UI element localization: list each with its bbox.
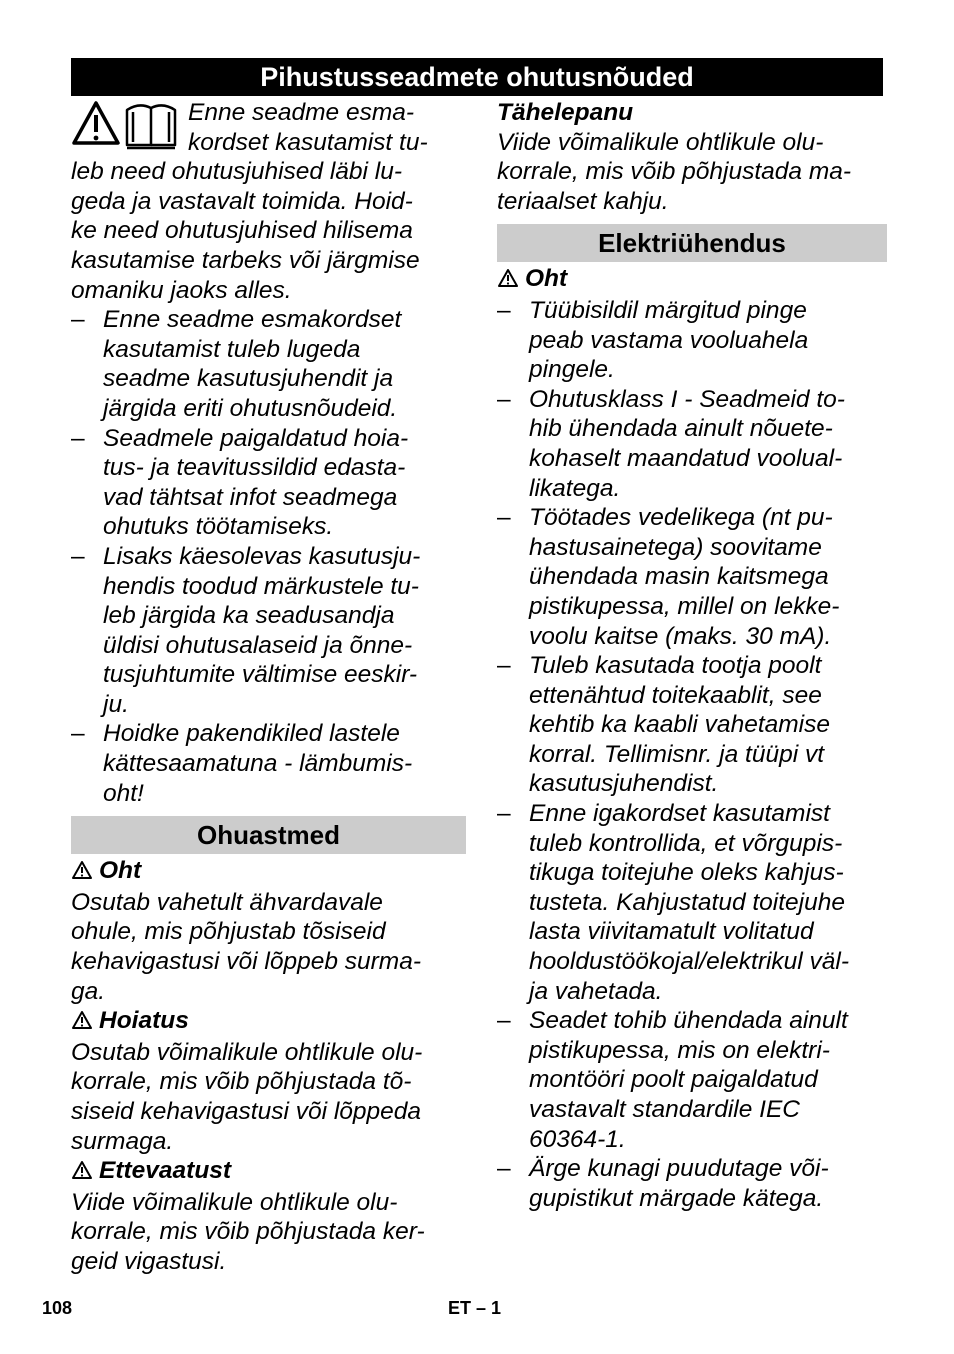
list-item: – Tüübisildil märgitud pinge peab vastama vooluahela pingele. [497, 296, 887, 385]
level-text-line: geid vigastusi. [71, 1247, 227, 1275]
level-label: Oht [71, 856, 466, 888]
page-title: Pihustusseadmete ohutusnõuded [71, 58, 883, 96]
list-item-line: Seadmele paigaldatud hoia- [103, 424, 409, 452]
list-item-line: lasta viivitamatult volitatud [529, 918, 814, 946]
list-item-line: pistikupessa, millel on lekke- [529, 592, 840, 620]
left-column [71, 98, 466, 1277]
lang-code: ET [448, 1298, 472, 1318]
level-text-line: Osutab võimalikule ohtlikule olu- [71, 1038, 423, 1066]
list-item-line: tus- ja teavitussildid edasta- [103, 454, 406, 482]
warning-icon [71, 1008, 93, 1038]
list-item: – Hoidke pakendikiled lastele kättesaamatuna - lämbumis- oht! [71, 719, 466, 808]
level-text-line: korrale, mis võib põhjustada tõ- [71, 1068, 412, 1096]
list-item-line: voolu kaitse (maks. 30 mA). [529, 622, 832, 650]
section-heading-elektriuhendus: Elektriühendus [497, 224, 887, 262]
level-text-line: Viide võimalikule ohtlikule olu- [71, 1188, 398, 1216]
list-item-line: oht! [103, 779, 144, 807]
list-item-line: Ärge kunagi puudutage või- [529, 1155, 829, 1183]
list-item-line: Hoidke pakendikiled lastele [103, 720, 400, 748]
note-line: korrale, mis võib põhjustada ma- [497, 158, 852, 186]
section-heading-ohuastmed: Ohuastmed [71, 816, 466, 854]
list-item-line: gupistikut märgade kätega. [529, 1184, 824, 1212]
level-text-line: siseid kehavigastusi või lõppeda [71, 1098, 422, 1125]
list-item-line: ju. [103, 690, 129, 718]
list-item-line: järgida eriti ohutusnõudeid. [103, 394, 398, 422]
right-column [497, 98, 887, 1213]
list-item-line: ettenähtud toitekaablit, see [529, 681, 822, 709]
warning-icon [497, 266, 519, 296]
list-item: – Enne igakordset kasutamist tuleb kontrollida, et võrgupis- tikuga toitejuhe oleks kahjus- tusteta. Kahjustatud toitejuhe lasta viivitamatult volitatud hooldustöökojal/elektrikul väl- ja vahetada. [497, 799, 887, 1006]
list-item: – Töötades vedelikega (nt pu- hastusainetega) soovitame ühendada masin kaitsmega pistikupessa, millel on lekke- voolu kaitse (maks. 30 mA). [497, 503, 887, 651]
level-label: Ettevaatust [71, 1156, 466, 1188]
manual-book-icon [127, 105, 175, 148]
list-item-line: 60364-1. [529, 1125, 626, 1153]
list-item-line: Tüübisildil märgitud pinge [529, 296, 807, 324]
list-item: – Enne seadme esmakordset kasutamist tuleb lugeda seadme kasutusjuhendit ja järgida eriti ohutusnõudeid. [71, 305, 466, 423]
list-item-line: montööri poolt paigaldatud [529, 1066, 818, 1094]
level-text-line: Osutab vahetult ähvardavale [71, 888, 383, 916]
note-line: teriaalset kahju. [497, 187, 669, 215]
list-item-line: tuleb kontrollida, et võrgupis- [529, 829, 843, 857]
list-item-line: Seadet tohib ühendada ainult [529, 1007, 848, 1035]
warning-icon [71, 1158, 93, 1188]
list-item-line: hib ühendada ainult nõuete- [529, 415, 833, 443]
list-item-line: pistikupessa, mis on elektri- [529, 1036, 830, 1064]
list-item: – Ohutusklass I - Seadmeid to- hib ühendada ainult nõuete- kohaselt maandatud voolual- likatega. [497, 385, 887, 503]
list-item-line: likatega. [529, 474, 621, 502]
warning-triangle-icon [74, 103, 118, 143]
list-item-line: hastusainetega) soovitame [529, 533, 822, 561]
list-item-line: Enne seadme esmakordset [103, 306, 402, 334]
level-text-line: korrale, mis võib põhjustada ker- [71, 1218, 425, 1246]
note-line: Viide võimalikule ohtlikule olu- [497, 128, 824, 156]
list-item-line: korral. Tellimisnr. ja tüüpi vt [529, 740, 825, 768]
footer-language [448, 1298, 501, 1319]
intro-line: Enne seadme esma- [188, 99, 415, 126]
list-item-line: vastavalt standardile IEC [529, 1096, 800, 1123]
list-item-line: ja vahetada. [529, 977, 663, 1005]
list-item-line: tusjuhtumite vältimise eeskir- [103, 661, 418, 689]
intro-line: kordset kasutamist tu- [188, 128, 428, 156]
list-item-line: ühendada masin kaitsmega [529, 563, 829, 591]
level-text-line: ga. [71, 977, 106, 1005]
list-item-line: Tuleb kasutada tootja poolt [529, 652, 822, 680]
list-item: – Lisaks käesolevas kasutusju- hendis toodud märkustele tu- leb järgida ka seadusandja üldisi ohutusalaseid ja õnne- tusjuhtumite vältimise eeskir- ju. [71, 542, 466, 720]
list-item-line: kehtib ka kaabli vahetamise [529, 711, 830, 739]
list-item-line: ohutuks töötamiseks. [103, 513, 334, 541]
list-item: – Seadmele paigaldatud hoia- tus- ja teavitussildid edasta- vad tähtsat infot seadmega ohutuks töötamiseks. [71, 424, 466, 542]
list-item-line: Töötades vedelikega (nt pu- [529, 504, 833, 532]
list-item-line: kasutamist tuleb lugeda [103, 335, 361, 363]
danger-label: Oht [497, 264, 887, 296]
list-item: – Seadet tohib ühendada ainult pistikupessa, mis on elektri- montööri poolt paigaldatud vastavalt standardile IEC 60364-1. [497, 1006, 887, 1154]
list-item: – Ärge kunagi puudutage või- gupistikut märgade kätega. [497, 1154, 887, 1213]
warning-icon [71, 858, 93, 888]
level-text-line: surmaga. [71, 1127, 174, 1155]
list-item-line: kättesaamatuna - lämbumis- [103, 750, 413, 778]
page-index: – 1 [476, 1298, 502, 1318]
page-number: 108 [42, 1298, 73, 1318]
list-item-line: hendis toodud märkustele tu- [103, 572, 419, 600]
level-text-line: kehavigastusi või lõppeb surma- [71, 948, 421, 976]
list-item: – Tuleb kasutada tootja poolt ettenähtud toitekaablit, see kehtib ka kaabli vahetamise korral. Tellimisnr. ja tüüpi vt kasutusjuhendist. [497, 651, 887, 799]
list-item-line: üldisi ohutusalaseid ja õnne- [103, 631, 413, 659]
list-item-line: leb järgida ka seadusandja [103, 602, 395, 630]
list-item-line: Ohutusklass I - Seadmeid to- [529, 385, 845, 413]
list-item-line: hooldustöökojal/elektrikul väl- [529, 948, 850, 976]
list-item-line: peab vastama vooluahela [529, 326, 809, 354]
list-item-line: tikuga toitejuhe oleks kahjus- [529, 859, 844, 887]
list-item-line: seadme kasutusjuhendit ja [103, 365, 394, 393]
list-item-line: Enne igakordset kasutamist [529, 800, 830, 828]
list-item-line: pingele. [529, 356, 615, 384]
intro-line: ke need ohutusjuhised hilisema [71, 217, 413, 245]
intro-line: leb need ohutusjuhised läbi lu- [71, 158, 402, 186]
level-label: Hoiatus [71, 1006, 466, 1038]
list-item-line: kasutusjuhendist. [529, 770, 719, 798]
list-item-line: tusteta. Kahjustatud toitejuhe [529, 888, 845, 916]
note-label: Tähelepanu [497, 99, 634, 126]
list-item-line: Lisaks käesolevas kasutusju- [103, 542, 421, 570]
warning-manual-icons [71, 98, 183, 154]
level-text-line: ohule, mis põhjustab tõsiseid [71, 918, 386, 946]
intro-line: kasutamise tarbeks või järgmise [71, 246, 420, 274]
list-item-line: vad tähtsat infot seadmega [103, 483, 398, 511]
intro-line: geda ja vastavalt toimida. Hoid- [71, 187, 413, 215]
list-item-line: kohaselt maandatud voolual- [529, 444, 843, 472]
intro-line: omaniku jaoks alles. [71, 276, 292, 304]
